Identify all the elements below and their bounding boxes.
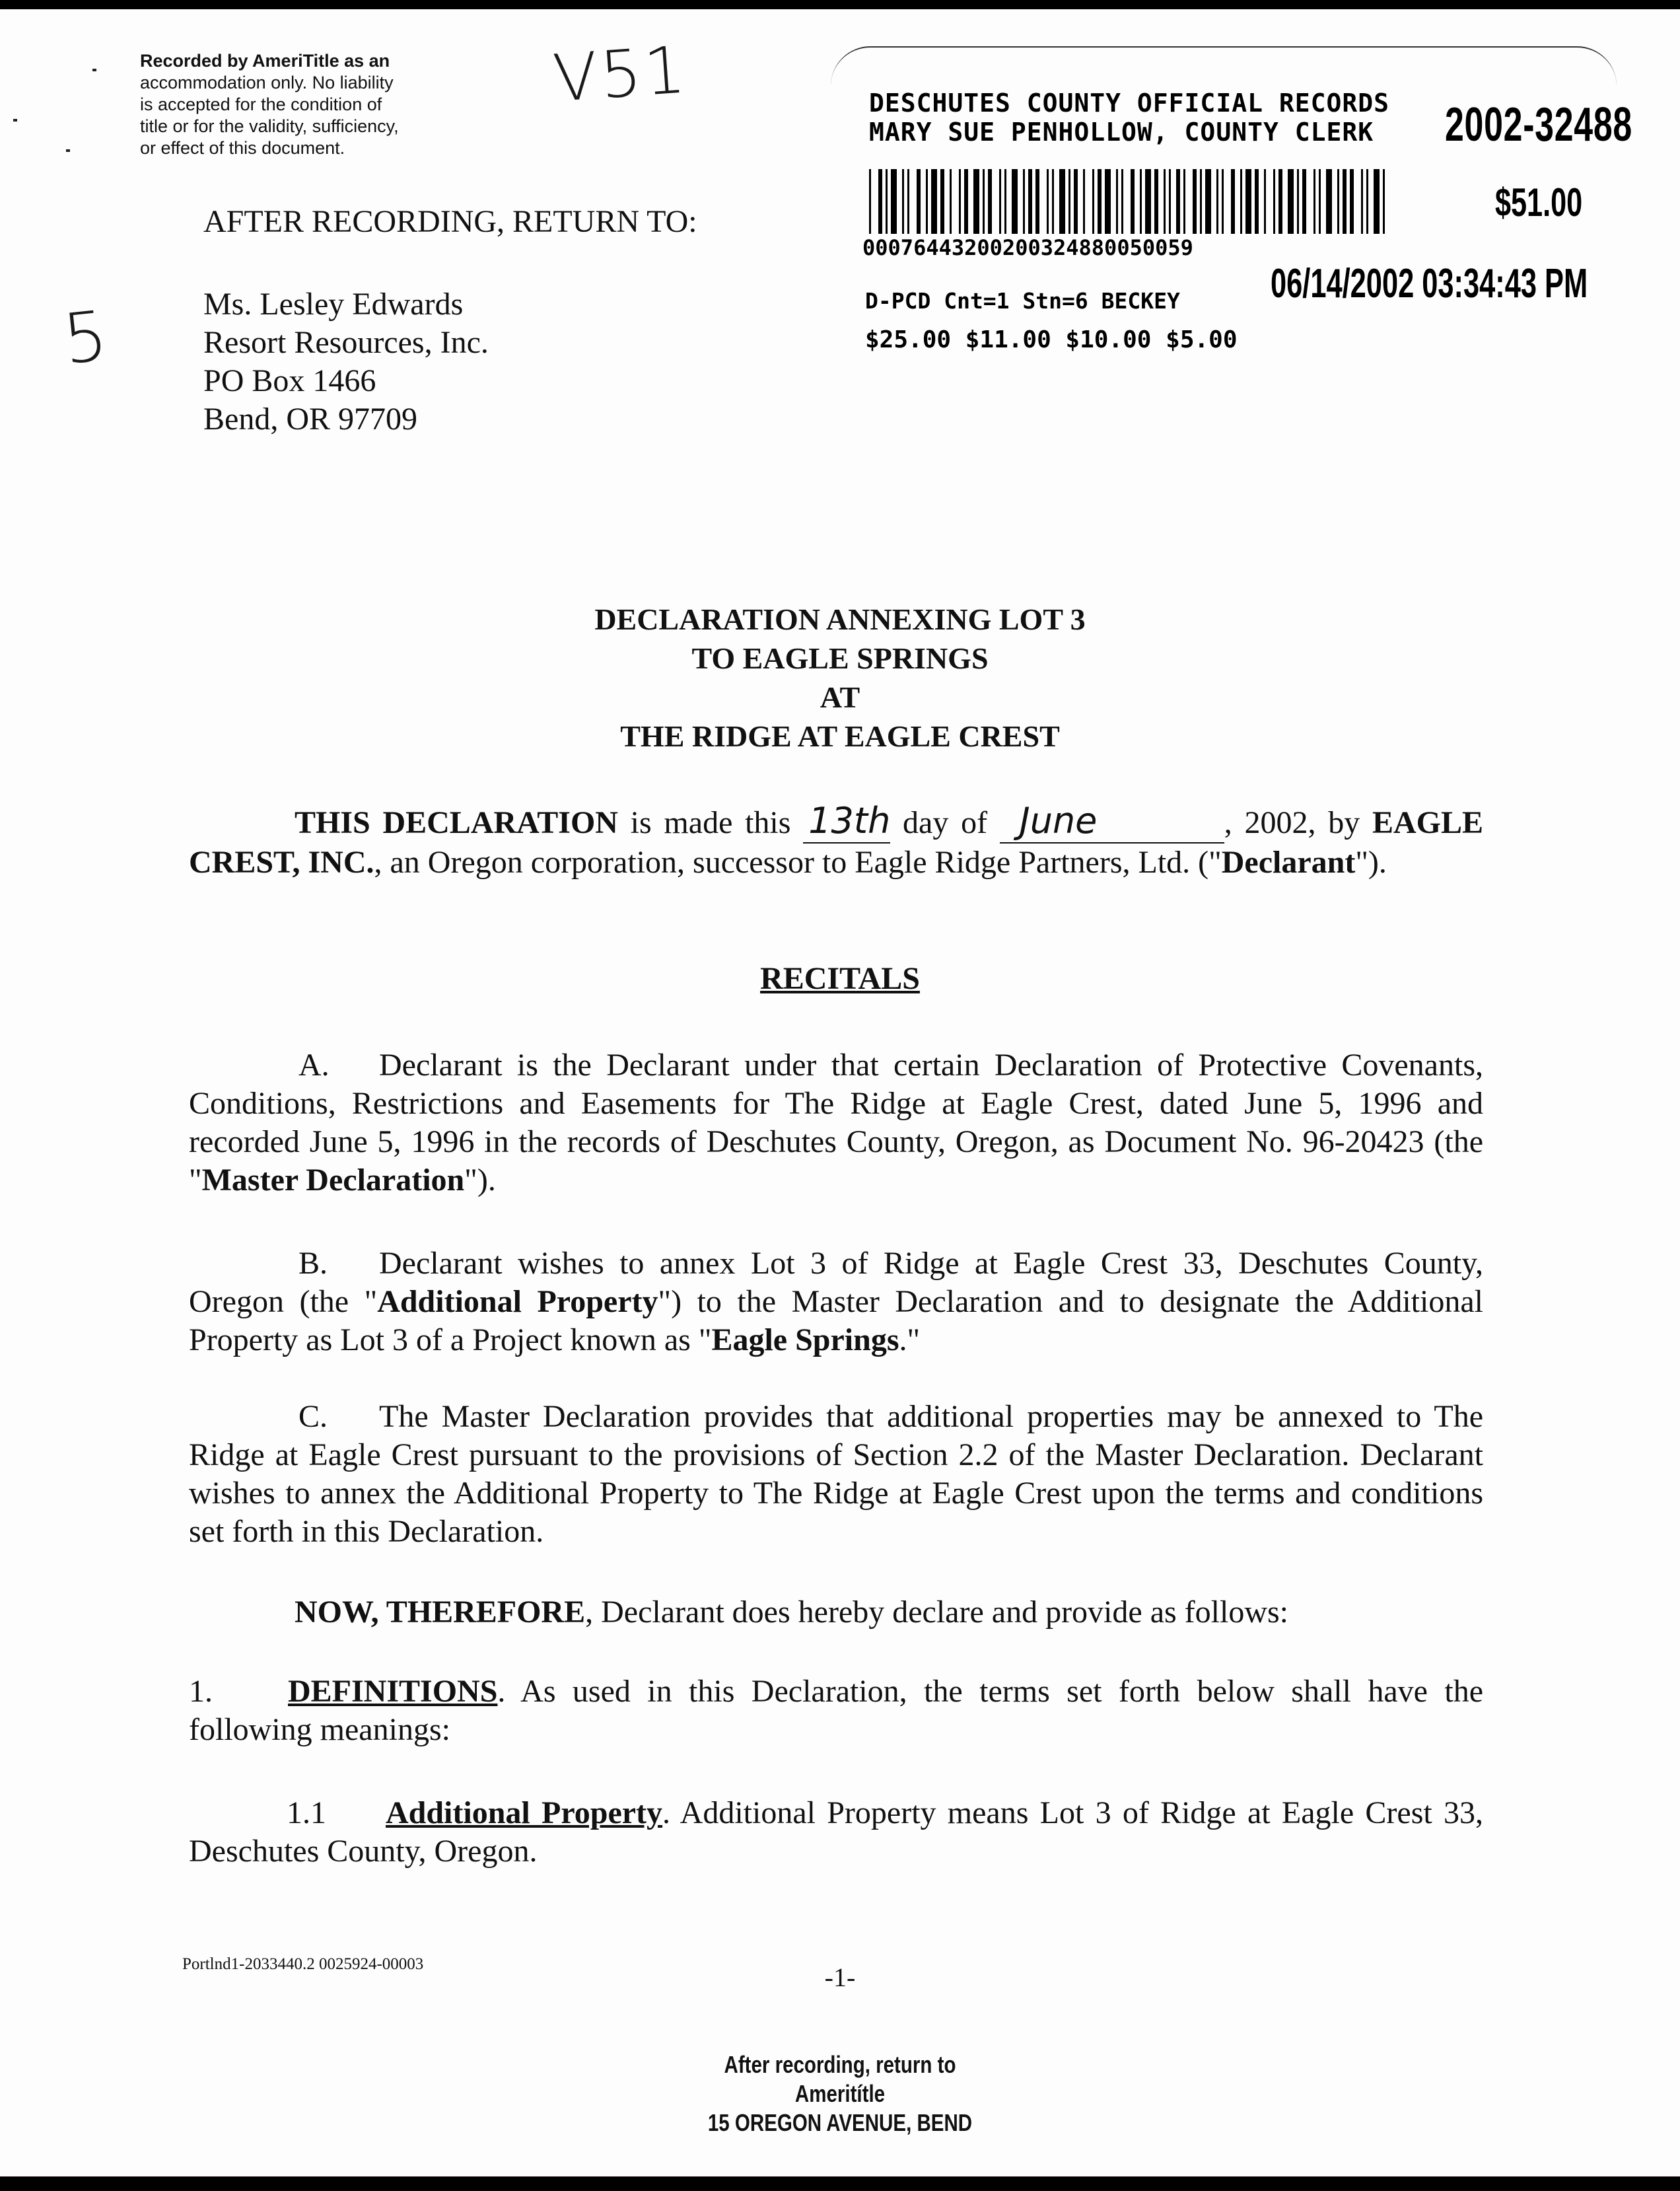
- barcode-bar: [1035, 169, 1039, 234]
- barcode-bar: [1278, 169, 1282, 234]
- barcode-bar: [1083, 169, 1085, 234]
- barcode-bar: [1176, 169, 1180, 234]
- recital-b: [189, 1244, 1483, 1359]
- barcode-bar: [1012, 169, 1018, 234]
- barcode-bar: [973, 169, 979, 234]
- barcode-bar: [1116, 169, 1118, 234]
- barcode-bar: [999, 169, 1001, 234]
- return-stamp: [0, 2050, 1680, 2137]
- barcode-bar: [1105, 169, 1111, 234]
- barcode-bar: [1288, 169, 1294, 234]
- defined-term: Additional Property: [377, 1284, 658, 1319]
- barcode-bar: [983, 169, 985, 234]
- barcode-bar: [964, 169, 968, 234]
- scan-speck: [92, 69, 96, 71]
- section-heading: DEFINITIONS: [288, 1674, 498, 1709]
- declarant-entity: EAGLE CREST, INC.: [189, 805, 1484, 880]
- barcode-bar: [1004, 169, 1006, 234]
- handwritten-month: June: [1019, 800, 1098, 842]
- barcode-bar: [1059, 169, 1065, 234]
- stamp-border: [831, 46, 1617, 87]
- intro-paragraph: [189, 802, 1483, 882]
- return-stamp-line: 15 OREGON AVENUE, BEND: [707, 2109, 973, 2136]
- barcode-bar: [1313, 169, 1315, 234]
- month-blank: [1000, 802, 1224, 844]
- barcode-bar: [1183, 169, 1185, 234]
- intro-text: ").: [1355, 845, 1387, 880]
- disclaimer-line: accommodation only. No liability: [140, 73, 394, 92]
- barcode-bar: [1319, 169, 1321, 234]
- recital-text: ").: [464, 1163, 496, 1198]
- barcode-bar: [1140, 169, 1142, 234]
- barcode-bar: [1154, 169, 1158, 234]
- barcode-number: 00076443200200324880050059: [862, 235, 1193, 260]
- barcode-bar: [1337, 169, 1339, 234]
- recording-datetime: 06/14/2002 03:34:43 PM: [1271, 261, 1588, 306]
- section-heading: Additional Property: [386, 1795, 663, 1830]
- section-additional-property: [189, 1794, 1483, 1871]
- handwritten-margin-number: 5: [59, 295, 112, 380]
- disclaimer-line: title or for the validity, sufficiency,: [140, 116, 399, 136]
- barcode-bar: [988, 169, 992, 234]
- scan-border-bottom: [0, 2176, 1680, 2191]
- barcode-bar: [1092, 169, 1094, 234]
- barcode-bar: [1074, 169, 1078, 234]
- barcode-bar: [1216, 169, 1218, 234]
- barcode-bar: [1240, 169, 1242, 234]
- recording-office: [869, 89, 1389, 147]
- defined-term: Master Declaration: [201, 1163, 465, 1198]
- title-line: THE RIDGE AT EAGLE CREST: [620, 719, 1060, 753]
- recording-total-fee: $51.00: [1495, 180, 1583, 225]
- recording-barcode: [869, 169, 1388, 234]
- title-line: AT: [820, 680, 860, 714]
- disclaimer-line: Recorded by AmeriTitle as an: [140, 51, 390, 71]
- recital-label: C.: [298, 1399, 328, 1434]
- address-line: Bend, OR 97709: [203, 402, 417, 437]
- intro-text: , 2002, by: [1224, 805, 1372, 840]
- day-blank: [803, 802, 890, 844]
- recitals-heading: [0, 960, 1680, 997]
- handwritten-day: 13th: [808, 800, 891, 842]
- recording-document-number: 2002-32488: [1445, 98, 1632, 151]
- barcode-bar: [926, 169, 928, 234]
- barcode-bar: [902, 169, 904, 234]
- intro-lead: THIS DECLARATION: [295, 805, 618, 840]
- barcode-bar: [1098, 169, 1102, 234]
- recital-label: A.: [298, 1048, 330, 1083]
- barcode-bar: [1028, 169, 1032, 234]
- barcode-bar: [931, 169, 937, 234]
- barcode-bar: [1255, 169, 1259, 234]
- return-stamp-line: Ameritítle: [794, 2080, 886, 2107]
- handwritten-mark: V51: [551, 32, 691, 117]
- barcode-bar: [917, 169, 921, 234]
- scan-speck: [13, 119, 17, 122]
- now-therefore-text: , Declarant does hereby declare and provide as follows:: [585, 1595, 1289, 1630]
- recording-office-line: MARY SUE PENHOLLOW, COUNTY CLERK: [869, 118, 1374, 147]
- recital-text: Declarant is the Declarant under that certain Declaration of Protective Covenants, Conditions, Restrictions and Easements for The Ridge at Eagle Crest, dated June 5, 1996 and recorded June 5, 1996 in the records of Deschutes County, Oregon, as Document No. 96-20423 (the ": [189, 1048, 1483, 1198]
- barcode-bar: [1374, 169, 1380, 234]
- barcode-bar: [907, 169, 909, 234]
- barcode-bar: [1273, 169, 1275, 234]
- barcode-bar: [1361, 169, 1363, 234]
- recital-a: [189, 1046, 1483, 1200]
- scan-speck: [66, 149, 70, 152]
- barcode-bar: [1023, 169, 1025, 234]
- recital-text: .": [899, 1322, 921, 1357]
- barcode-bar: [1302, 169, 1306, 234]
- section-number: 1.: [189, 1674, 213, 1709]
- section-text: . As used in this Declaration, the terms set forth below shall have the following meanings:: [189, 1674, 1483, 1747]
- barcode-bar: [1164, 169, 1166, 234]
- barcode-bar: [1343, 169, 1347, 234]
- barcode-bar: [1350, 169, 1354, 234]
- recording-office-line: DESCHUTES COUNTY OFFICIAL RECORDS: [869, 89, 1389, 118]
- recital-text: ") to the Master Declaration and to designate the Additional Property as Lot 3 of a Project known as ": [189, 1284, 1483, 1357]
- recital-text: The Master Declaration provides that additional properties may be annexed to The Ridge at Eagle Crest pursuant to the provisions of Section 2.2 of the Master Declaration. Declarant wishes to annex the Additional Property to The Ridge at Eagle Crest upon the terms and conditions set forth in this Declaration.: [189, 1399, 1483, 1549]
- return-address: [203, 285, 489, 439]
- barcode-bar: [1169, 169, 1171, 234]
- address-line: PO Box 1466: [203, 363, 376, 398]
- barcode-bar: [1326, 169, 1332, 234]
- address-line: Ms. Lesley Edwards: [203, 287, 464, 322]
- page-number: -1-: [824, 1962, 856, 1992]
- barcode-bar: [1047, 169, 1049, 234]
- now-therefore-lead: NOW, THEREFORE: [295, 1595, 586, 1630]
- barcode-bar: [891, 169, 897, 234]
- barcode-bar: [1121, 169, 1123, 234]
- barcode-bar: [1068, 169, 1070, 234]
- barcode-bar: [1245, 169, 1251, 234]
- section-definitions: [189, 1672, 1483, 1749]
- title-line: TO EAGLE SPRINGS: [691, 641, 989, 675]
- barcode-bar: [1264, 169, 1266, 234]
- barcode-bar: [1205, 169, 1211, 234]
- defined-term: Eagle Springs: [711, 1322, 899, 1357]
- barcode-bar: [1052, 169, 1054, 234]
- intro-text: day of: [890, 805, 1000, 840]
- document-code: Portlnd1-2033440.2 0025924-00003: [182, 1955, 424, 1973]
- return-stamp-line: After recording, return to: [724, 2051, 956, 2078]
- barcode-bar: [1200, 169, 1202, 234]
- barcode-bar: [878, 169, 882, 234]
- recording-fee-breakdown: $25.00 $11.00 $10.00 $5.00: [865, 326, 1238, 353]
- disclaimer-line: is accepted for the condition of: [140, 94, 382, 114]
- barcode-bar: [950, 169, 952, 234]
- recording-codes: D-PCD Cnt=1 Stn=6 BECKEY: [865, 288, 1180, 314]
- barcode-bar: [940, 169, 944, 234]
- barcode-bar: [1193, 169, 1197, 234]
- recital-text: Declarant wishes to annex Lot 3 of Ridge at Eagle Crest 33, Deschutes County, Oregon (the ": [189, 1246, 1483, 1319]
- recital-label: B.: [298, 1246, 328, 1281]
- barcode-bar: [959, 169, 961, 234]
- title-line: DECLARATION ANNEXING LOT 3: [594, 602, 1086, 636]
- recital-c: [189, 1398, 1483, 1551]
- barcode-bar: [1297, 169, 1299, 234]
- intro-text: , an Oregon corporation, successor to Eagle Ridge Partners, Ltd. (": [374, 845, 1222, 880]
- address-line: Resort Resources, Inc.: [203, 325, 489, 360]
- declarant-term: Declarant: [1221, 845, 1356, 880]
- barcode-bar: [1231, 169, 1235, 234]
- barcode-bar: [869, 169, 871, 234]
- barcode-bar: [1366, 169, 1368, 234]
- disclaimer-line: or effect of this document.: [140, 138, 345, 158]
- scan-border-top: [0, 0, 1680, 9]
- barcode-bar: [1383, 169, 1385, 234]
- recitals-heading-text: RECITALS: [760, 961, 920, 996]
- barcode-bar: [1131, 169, 1135, 234]
- section-number: 1.1: [287, 1795, 326, 1830]
- return-to-label: AFTER RECORDING, RETURN TO:: [203, 204, 697, 239]
- document-title: [0, 600, 1680, 756]
- section-text: . Additional Property means Lot 3 of Ridge at Eagle Crest 33, Deschutes County, Oregon.: [189, 1795, 1483, 1869]
- barcode-bar: [1222, 169, 1224, 234]
- title-company-disclaimer: [140, 50, 483, 159]
- barcode-bar: [1145, 169, 1151, 234]
- now-therefore-paragraph: [189, 1593, 1483, 1632]
- barcode-bar: [886, 169, 888, 234]
- intro-text: is made this: [617, 805, 804, 840]
